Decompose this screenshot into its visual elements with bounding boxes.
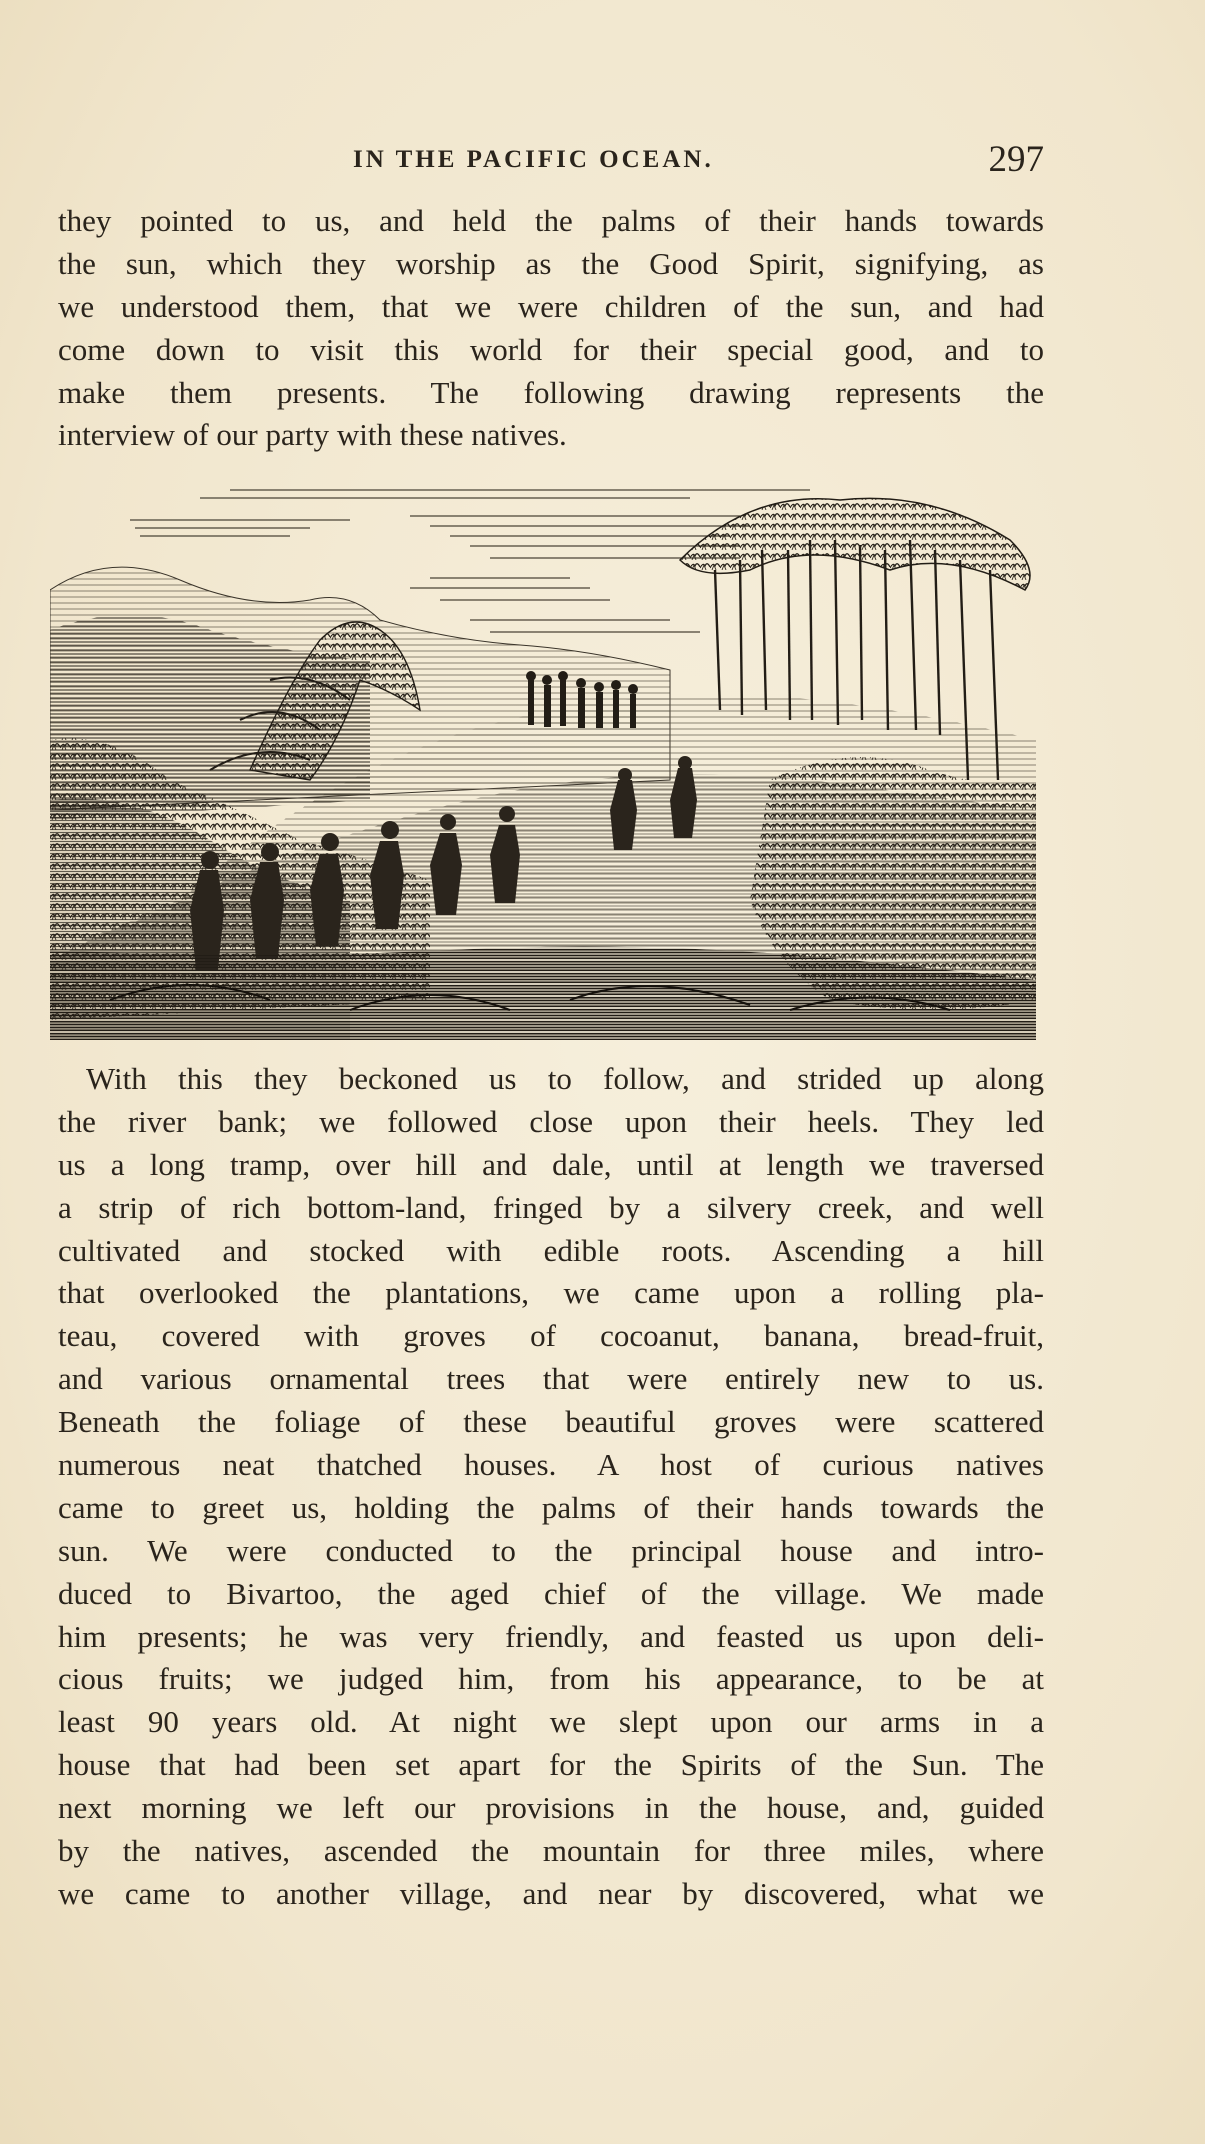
page-header xyxy=(58,138,1044,188)
text-line: numerous neat thatched houses. A host of curious natives xyxy=(58,1447,1044,1483)
text-line: cious fruits; we judged him, from his appearance, to be at xyxy=(58,1661,1044,1697)
paragraph-2 xyxy=(58,1058,1044,1916)
text-line: by the natives, ascended the mountain for three miles, where xyxy=(58,1833,1044,1869)
text-line: we came to another village, and near by discovered, what we xyxy=(58,1875,1044,1911)
text-line: come down to visit this world for their special good, and to xyxy=(58,331,1044,367)
text-line: the river bank; we followed close upon their heels. They led xyxy=(58,1103,1044,1139)
text-line: duced to Bivartoo, the aged chief of the village. We made xyxy=(58,1575,1044,1611)
text-line: the sun, which they worship as the Good Spirit, signifying, as xyxy=(58,245,1044,281)
text-line: Beneath the foliage of these beautiful groves were scattered xyxy=(58,1404,1044,1440)
text-line: a strip of rich bottom-land, fringed by a silvery creek, and well xyxy=(58,1189,1044,1225)
text-line: him presents; he was very friendly, and feasted us upon deli- xyxy=(58,1618,1044,1654)
text-line: sun. We were conducted to the principal house and intro- xyxy=(58,1532,1044,1568)
text-line: next morning we left our provisions in the house, and, guided xyxy=(58,1790,1044,1826)
engraving-illustration xyxy=(50,480,1036,1040)
text-line: and various ornamental trees that were entirely new to us. xyxy=(58,1361,1044,1397)
text-line: that overlooked the plantations, we came upon a rolling pla- xyxy=(58,1275,1044,1311)
text-line: make them presents. The following drawing represents the xyxy=(58,374,1044,410)
text-line: they pointed to us, and held the palms of their hands towards xyxy=(58,203,1044,238)
page-number: 297 xyxy=(988,139,1044,180)
paragraph-1 xyxy=(58,200,1044,457)
text-line: cultivated and stocked with edible roots. Ascending a hill xyxy=(58,1232,1044,1268)
text-line: came to greet us, holding the palms of their hands towards the xyxy=(58,1489,1044,1525)
text-line: interview of our party with these natives. xyxy=(58,417,567,453)
text-line: With this they beckoned us to follow, and strided up along xyxy=(86,1061,1044,1096)
text-line: least 90 years old. At night we slept upon our arms in a xyxy=(58,1704,1044,1740)
text-line: us a long tramp, over hill and dale, until at length we traversed xyxy=(58,1146,1044,1182)
text-line: we understood them, that we were children of the sun, and had xyxy=(58,288,1044,324)
running-head: IN THE PACIFIC OCEAN. xyxy=(353,146,714,173)
text-line: house that had been set apart for the Spirits of the Sun. The xyxy=(58,1747,1044,1783)
text-line: teau, covered with groves of cocoanut, banana, bread-fruit, xyxy=(58,1318,1044,1354)
